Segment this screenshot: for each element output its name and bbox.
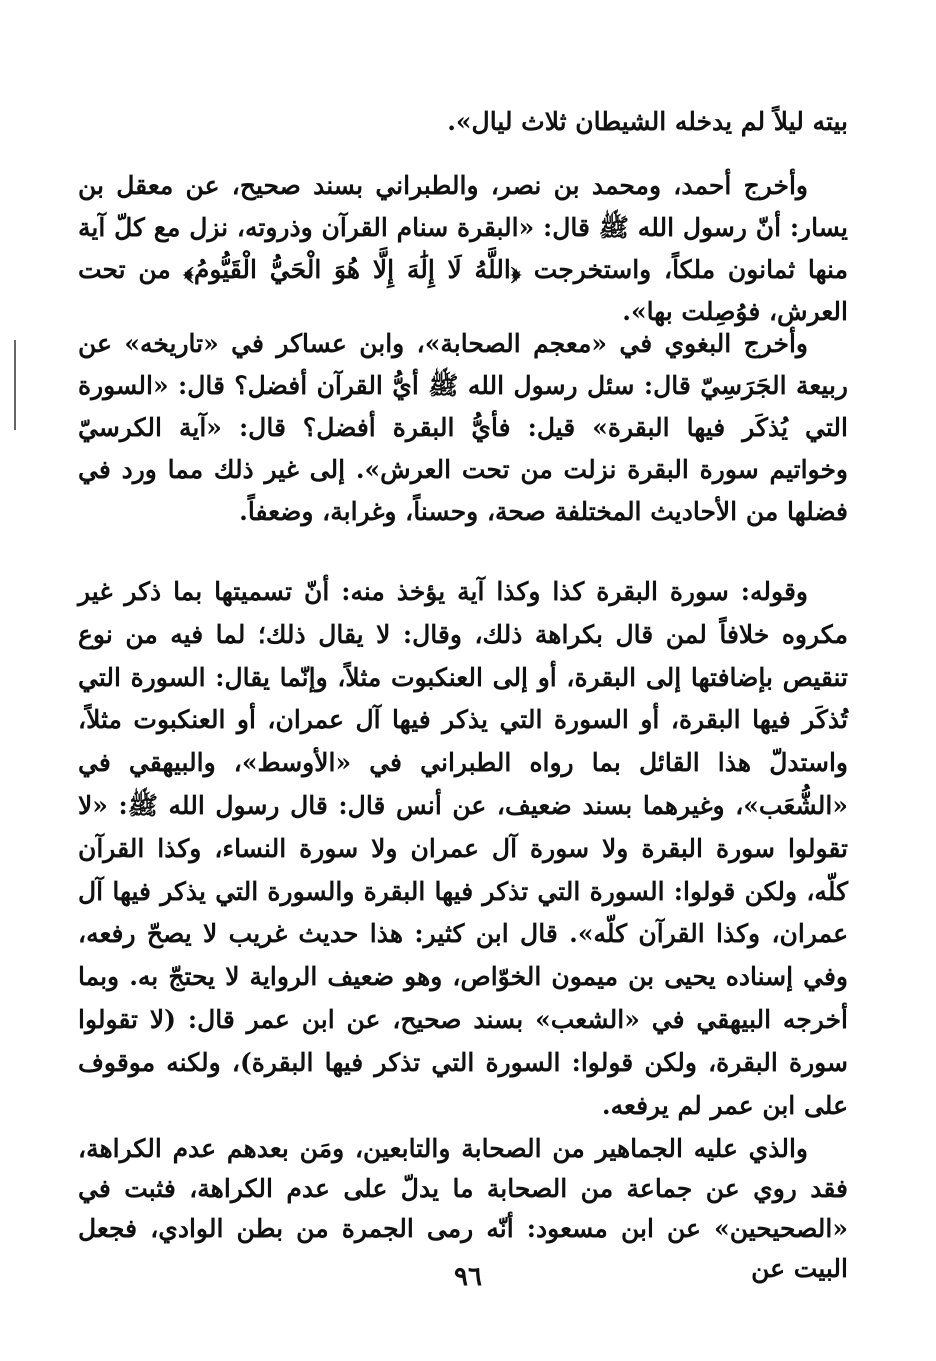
paragraph-3: وأخرج البغوي في «معجم الصحابة»، وابن عساكر في «تاريخه» عن ربيعة الجَرَسِيّ قال: سئل رسول الله ﷺ أيُّ القرآن أفضل؟ قال: «السورة التي يُذكَر فيها البقرة» قيل: فأيُّ البقرة أفضل؟ قال: «آية الكرسيّ وخواتيم سورة البقرة نزلت من تحت العرش». إلى غير ذلك مما ورد في فضلها من الأحاديث المختلفة صحة، وحسناً، وغرابة، وضعفاً. bbox=[78, 329, 848, 526]
paragraph-4: وقوله: سورة البقرة كذا وكذا آية يؤخذ منه: أنّ تسميتها بما ذكر غير مكروه خلافاً لمن قال بكراهة ذلك، وقال: لا يقال ذلك؛ لما فيه من نوع تنقيص بإضافتها إلى البقرة، أو إلى العنكبوت مثلاً، وإنّما يقال: السورة التي تُذكَر فيها البقرة، أو السورة التي يذكر فيها آل عمران، أو العنكبوت مثلاً، واستدلّ هذا القائل بما رواه الطبراني في «الأوسط»، والبيهقي في «الشُّعَب»، وغيرهما بسند ضعيف، عن أنس قال: قال رسول الله ﷺ: «لا تقولوا سورة البقرة ولا سورة آل عمران ولا سورة النساء، وكذا القرآن كلّه، ولكن قولوا: السورة التي تذكر فيها البقرة والسورة التي يذكر فيها آل عمران، وكذا القرآن كلّه». قال ابن كثير: هذا حديث غريب لا يصحّ رفعه، وفي إسناده يحيى بن ميمون الخوّاص، وهو ضعيف الرواية لا يحتجّ به. وبما أخرجه البيهقي في «الشعب» بسند صحيح، عن ابن عمر قال: (لا تقولوا سورة البقرة، ولكن قولوا: السورة التي تذكر فيها البقرة)، ولكنه موقوف على ابن عمر لم يرفعه. bbox=[78, 577, 848, 1120]
page-number: ٩٦ bbox=[454, 1262, 482, 1292]
margin-line bbox=[14, 340, 16, 430]
paragraph-2: وأخرج أحمد، ومحمد بن نصر، والطبراني بسند صحيح، عن معقل بن يسار: أنّ رسول الله ﷺ قال: «البقرة سنام القرآن وذروته، نزل مع كلّ آية منها ثمانون ملكاً، واستخرجت ﴿اللَّهُ لَا إِلَٰهَ إِلَّا هُوَ الْحَيُّ الْقَيُّومُ﴾ من تحت العرش، فوُصِلت بها». bbox=[78, 171, 848, 326]
paragraph-5: والذي عليه الجماهير من الصحابة والتابعين، ومَن بعدهم عدم الكراهة، فقد روي عن جماعة من الصحابة ما يدلّ على عدم الكراهة، فثبت في «الصحيحين» عن ابن مسعود: أنّه رمى الجمرة من بطن الوادي، فجعل البيت عن bbox=[78, 1134, 848, 1283]
paragraph-1: بيته ليلاً لم يدخله الشيطان ثلاث ليال». bbox=[447, 107, 848, 136]
